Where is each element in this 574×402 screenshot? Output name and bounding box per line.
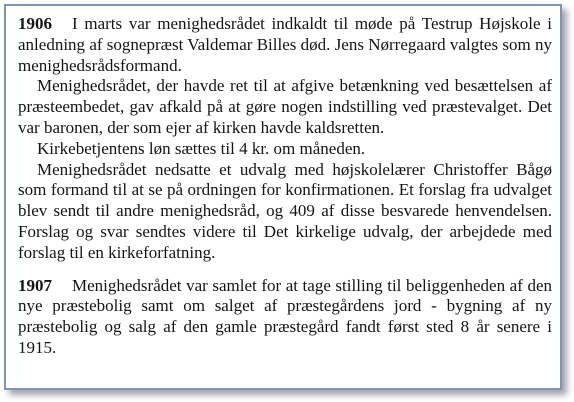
entry-year: 1907 — [18, 275, 52, 295]
entry-paragraph — [18, 14, 552, 76]
entry-1906 — [18, 14, 552, 264]
entry-paragraph-text: I marts var menighedsrådet indkaldt til møde på Testrup Højskole i anledning af sognepræst Valdemar Billes død. Jens Nørregaard valgtes som ny menighedsrådsformand. — [18, 14, 552, 75]
document-frame — [4, 4, 562, 390]
entry-paragraph: Menighedsrådet, der havde ret til at afgive betænkning ved besættelsen af præsteembedet, gav afkald på at gøre nogen indstilling ved præstevalget. Det var baronen, der som ejer af kirken havde kaldsretten. — [18, 76, 552, 137]
entry-1907 — [18, 276, 552, 359]
entry-paragraph — [18, 276, 552, 359]
entry-paragraph: Kirkebetjentens løn sættes til 4 kr. om måneden. — [37, 138, 366, 158]
entry-year: 1906 — [18, 14, 52, 33]
entry-paragraph-text: Menighedsrådet var samlet for at tage stilling til beliggenheden af den nye præstebolig samt om salget af præstegårdens jord - bygning af ny præstebolig og salg af den gamle præstegård fandt først sted 8 år senere i 1915. — [18, 275, 552, 357]
entry-paragraph: Menighedsrådet nedsatte et udvalg med højskolelærer Christoffer Bågø som formand til at se på ordningen for konfirmationen. Et forslag fra udvalget blev sendt til andre menighedsråd, og 409 af disse besvarede henvendelsen. Forslag og svar sendtes videre til Det kirkelige udvalg, der arbejdede med forslag til en kirkeforfatning. — [18, 159, 552, 262]
document-text — [18, 14, 552, 359]
